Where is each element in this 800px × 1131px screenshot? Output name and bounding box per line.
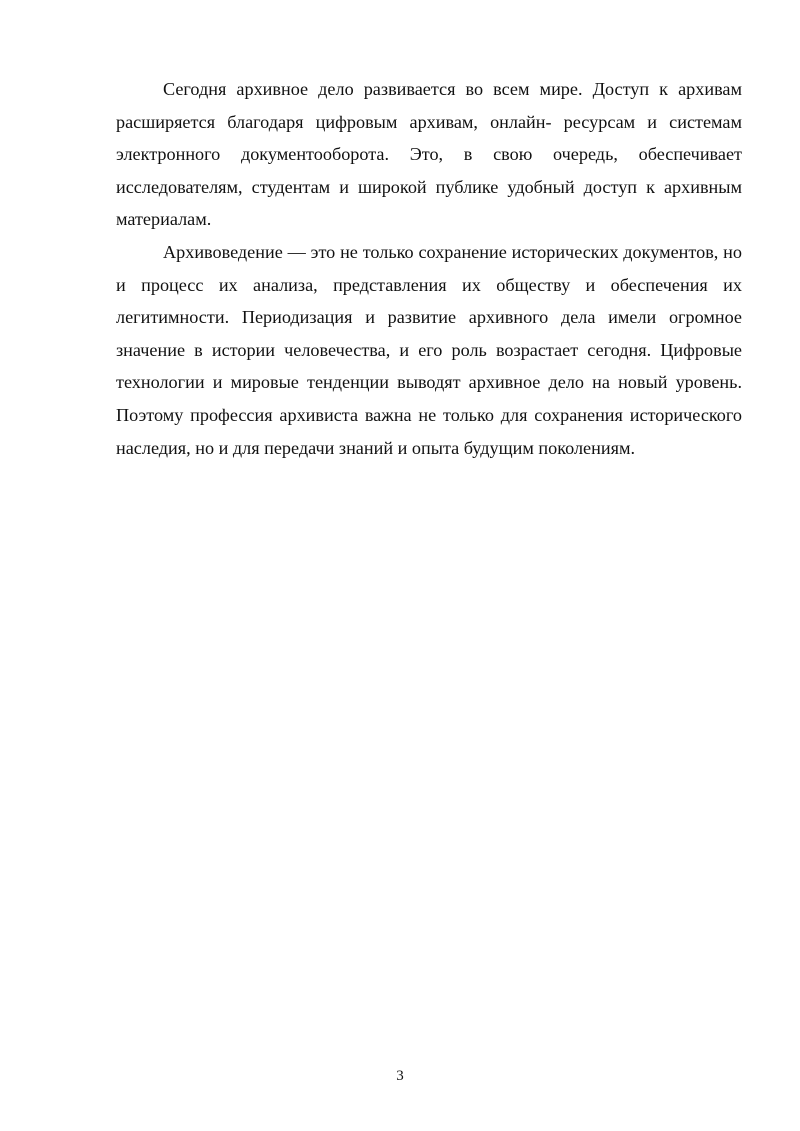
paragraph: Сегодня архивное дело развивается во всем мире. Доступ к архивам расширяется благодаря цифровым архивам, онлайн- ресурсам и системам электронного документооборота. Это, в свою очередь, обеспечивает исследователям, студентам и широкой публике удобный доступ к архивным материалам. — [116, 79, 742, 230]
paragraph: Архивоведение — это не только сохранение исторических документов, но и процесс их анализа, представления их обществу и обеспечения их легитимности. Периодизация и развитие архивного дела имели огромное значение в истории человечества, и его роль возрастает сегодня. Цифровые технологии и мировые тенденции выводят архивное дело на новый уровень. Поэтому профессия архивиста важна не только для сохранения исторического наследия, но и для передачи знаний и опыта будущим поколениям. — [116, 241, 742, 458]
page-number: 3 — [396, 1068, 404, 1084]
document-body — [116, 73, 742, 464]
